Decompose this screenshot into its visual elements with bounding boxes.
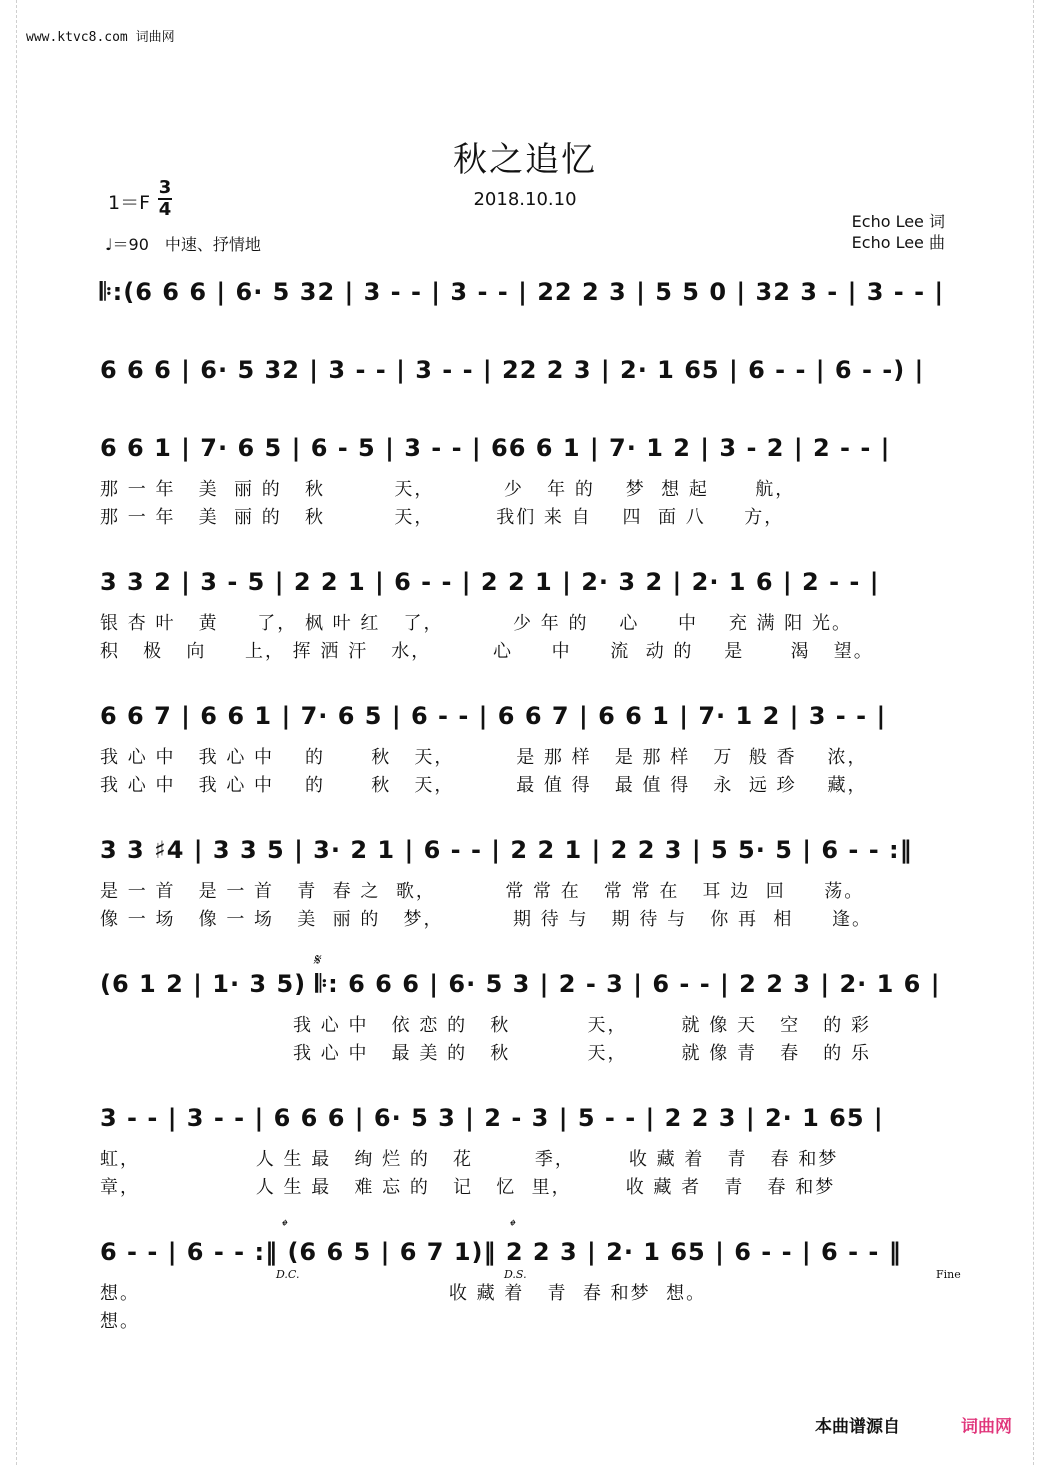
notation-row-5 — [100, 696, 950, 736]
lyric-line-1: 想。 收 藏 着 青 春 和梦 想。 — [100, 1283, 707, 1304]
lyric-line-2: 那 一 年 美 丽 的 秋 天， 我们 来 自 四 面 八 方， — [100, 507, 785, 528]
notation-row-9 — [100, 1232, 950, 1272]
right-margin-strip — [1033, 0, 1048, 1465]
lyric-line-2: 想。 — [100, 1311, 140, 1332]
lyric-line-1: 我 心 中 依 恋 的 秋 天， 就 像 天 空 的 彩 — [100, 1015, 872, 1036]
footer-source-text: 本曲谱源自 — [815, 1417, 900, 1437]
segno-sign: 𝄋 — [313, 950, 320, 969]
notation-row-1 — [100, 272, 950, 312]
notes: 6 6 7 | 6 6 1 | 7· 6 5 | 6 - - | 6 6 7 | 6 6 1 | 7· 1 2 | 3 - - | — [100, 702, 887, 730]
lyric-line-2: 我 心 中 我 心 中 的 秋 天， 最 值 得 最 值 得 永 远 珍 藏， — [100, 775, 868, 796]
time-bottom: 4 — [158, 199, 172, 220]
notation-row-6 — [100, 830, 950, 870]
notes: 3 3 2 | 3 - 5 | 2 2 1 | 6 - - | 2 2 1 | 2· 3 2 | 2· 1 6 | 2 - - | — [100, 568, 880, 596]
notation-row-8 — [100, 1098, 950, 1138]
notation-row-2 — [100, 350, 950, 390]
ds-mark: D.S. — [504, 1268, 527, 1281]
footer-brand-link[interactable]: 词曲网 — [961, 1417, 1012, 1437]
lyric-line-1: 是 一 首 是 一 首 青 春 之 歌， 常 常 在 常 常 在 耳 边 回 荡。 — [100, 881, 865, 902]
notes: (6 1 2 | 1· 3 5) 𝄆: 6 6 6 | 6· 5 3 | 2 - 3 | 6 - - | 2 2 3 | 2· 1 6 | — [100, 970, 941, 998]
lyric-line-2: 章， 人 生 最 难 忘 的 记 忆 里， 收 藏 者 青 春 和梦 — [100, 1177, 836, 1198]
notes: 3 3 ♯4 | 3 3 5 | 3· 2 1 | 6 - - | 2 2 1 | 2 2 3 | 5 5· 5 | 6 - - :‖ — [100, 836, 913, 864]
lyric-line-1: 那 一 年 美 丽 的 秋 天， 少 年 的 梦 想 起 航， — [100, 479, 796, 500]
lyric-line-2: 像 一 场 像 一 场 美 丽 的 梦， 期 待 与 期 待 与 你 再 相 逢。 — [100, 909, 873, 930]
time-top: 3 — [158, 177, 172, 198]
lyric-line-2: 我 心 中 最 美 的 秋 天， 就 像 青 春 的 乐 — [100, 1043, 872, 1064]
lyric-line-1: 虹， 人 生 最 绚 烂 的 花 季， 收 藏 着 青 春 和梦 — [100, 1149, 839, 1170]
coda-sign-2: 𝄌 — [508, 1216, 514, 1235]
tempo-marking: ♩＝90 中速、抒情地 — [105, 235, 261, 254]
lyricist: Echo Lee 词 — [851, 212, 945, 231]
site-label[interactable]: www.ktvc8.com 词曲网 — [26, 30, 175, 45]
composer: Echo Lee 曲 — [851, 233, 945, 252]
time-signature — [158, 178, 172, 220]
notes: 𝄆:(6 6 6 | 6· 5 32 | 3 - - | 3 - - | 22 2 3 | 5 5 0 | 32 3 - | 3 - - | — [100, 278, 945, 306]
notation-row-4 — [100, 562, 950, 602]
notes: 6 6 1 | 7· 6 5 | 6 - 5 | 3 - - | 66 6 1 | 7· 1 2 | 3 - 2 | 2 - - | — [100, 434, 891, 462]
dc-mark: D.C. — [276, 1268, 300, 1281]
song-date: 2018.10.10 — [473, 189, 577, 210]
coda-sign-1: 𝄌 — [280, 1216, 286, 1235]
fine-mark: Fine — [936, 1268, 961, 1281]
credits — [852, 211, 945, 253]
notation-row-3 — [100, 428, 950, 468]
song-title: 秋之追忆 — [453, 140, 597, 180]
lyric-line-1: 银 杏 叶 黄 了， 枫 叶 红 了， 少 年 的 心 中 充 满 阳 光。 — [100, 613, 853, 634]
notes: 3 - - | 3 - - | 6 6 6 | 6· 5 3 | 2 - 3 | 5 - - | 2 2 3 | 2· 1 65 | — [100, 1104, 884, 1132]
lyric-line-1: 我 心 中 我 心 中 的 秋 天， 是 那 样 是 那 样 万 般 香 浓， — [100, 747, 868, 768]
notes: 6 - - | 6 - - :‖ (6 6 5 | 6 7 1)‖ 2 2 3 | 2· 1 65 | 6 - - | 6 - - ‖ — [100, 1238, 902, 1266]
notation-row-7 — [100, 964, 950, 1004]
left-margin-strip — [2, 0, 17, 1465]
key-signature: 1＝F — [108, 192, 151, 214]
notes: 6 6 6 | 6· 5 32 | 3 - - | 3 - - | 22 2 3 | 2· 1 65 | 6 - - | 6 - -) | — [100, 356, 925, 384]
lyric-line-2: 积 极 向 上， 挥 洒 汗 水， 心 中 流 动 的 是 渴 望。 — [100, 641, 874, 662]
